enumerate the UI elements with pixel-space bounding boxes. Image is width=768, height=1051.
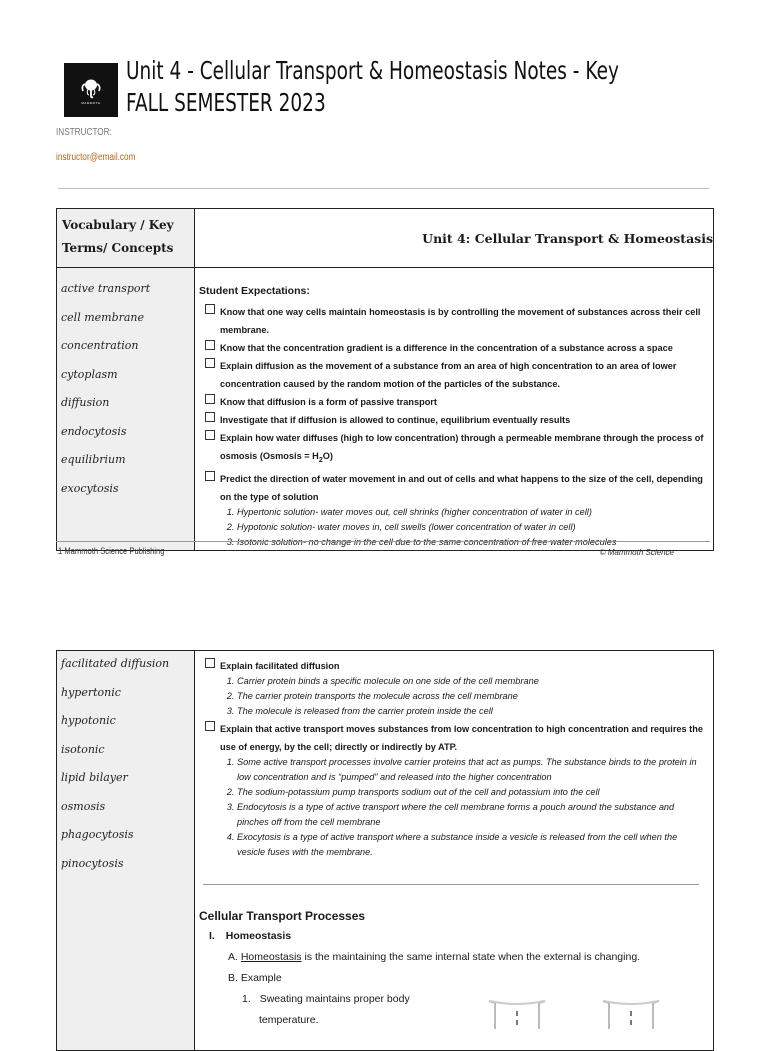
vocab-term: osmosis (61, 799, 106, 813)
active-steps-list (195, 755, 707, 860)
section-title: Cellular Transport Processes (199, 909, 366, 923)
footer-publisher: 1 Mammoth Science Publishing (58, 546, 165, 557)
checkbox[interactable] (205, 430, 215, 440)
instructor-label: INSTRUCTOR: (56, 127, 112, 138)
step-item: 1. Some active transport processes involve carrier proteins that act as pumps. The substance binds to the protein in low concentration and is “pumped” and released into the higher concentration (237, 755, 707, 785)
vocab-list (57, 282, 194, 510)
vocab-term: concentration (61, 339, 139, 352)
vocab-term: active transport (61, 282, 151, 295)
expectation-item: Explain facilitated diffusion (195, 656, 707, 674)
vocab-column (57, 651, 195, 1051)
vocab-term: facilitated diffusion (61, 657, 170, 670)
expectation-item: Know that the concentration gradient is a difference in the concentration of a substance across a space (195, 338, 707, 356)
footer-copyright: © Mammoth Science (599, 548, 674, 557)
solution-types-list (195, 505, 707, 550)
expectation-item: Predict the direction of water movement in and out of cells and what happens to the size of the cell, depending on the type of solution (195, 469, 707, 505)
checkbox[interactable] (205, 412, 215, 422)
homeostasis-term: Homeostasis (240, 951, 302, 963)
expectation-item: Investigate that if diffusion is allowed to continue, equilibrium eventually results (195, 410, 707, 428)
vocab-header-line2: Terms/ Concepts (62, 241, 174, 255)
vocab-column (57, 268, 195, 551)
step-item: 3. The molecule is released from the carrier protein inside the cell (237, 704, 707, 719)
step-item: 4. Exocytosis is a type of active transport where a substance inside a vesicle is released from the cell when the vesicle fuses with the membrane. (237, 830, 707, 860)
step-item: 3. Endocytosis is a type of active transport where the cell membrane forms a pouch around the substance and pinches off from the cell membrane (237, 800, 707, 830)
checkbox[interactable] (205, 721, 215, 731)
vocab-term: isotonic (61, 742, 105, 756)
logo-text: MAMMOTH (81, 100, 101, 105)
checkbox[interactable] (205, 358, 215, 368)
beaker-icon (487, 999, 547, 1029)
vocab-table-2 (56, 650, 714, 1051)
subscript-2: 2 (318, 456, 323, 464)
vocab-header-line1: Vocabulary / Key (62, 218, 174, 232)
outline-1-continued: temperature. (259, 1014, 319, 1026)
footer-divider (56, 541, 710, 542)
step-item: 1. Carrier protein binds a specific molecule on one side of the cell membrane (237, 674, 707, 689)
vocab-table-1 (56, 208, 714, 551)
vocab-term: hypotonic (61, 714, 116, 727)
expectation-item: Explain that active transport moves substances from low concentration to high concentration and requires the use of energy, by the cell; directly or indirectly by ATP. (195, 719, 707, 755)
vocab-term: equilibrium (61, 453, 126, 466)
mammoth-logo (64, 63, 118, 117)
checkbox[interactable] (205, 471, 215, 481)
outline-roman: I. Homeostasis (209, 930, 292, 942)
expectations-title: Student Expectations: (199, 285, 310, 297)
page-title: Unit 4 - Cellular Transport & Homeostasis Notes - Key (126, 56, 619, 85)
expectation-item: Know that one way cells maintain homeostasis is by controlling the movement of substances across their cell membrane. (195, 302, 707, 338)
step-item: 2. The sodium-potassium pump transports sodium out of the cell and potassium into the cell (237, 785, 707, 800)
section-divider (203, 884, 699, 885)
expectation-item: Explain how water diffuses (high to low concentration) through a permeable membrane through the process of osmosis (Osmosis = $H_2O$) (195, 428, 707, 469)
semester-subtitle: FALL SEMESTER 2023 (126, 88, 326, 117)
outline-b: B. Example (228, 972, 282, 984)
vocab-list (57, 657, 194, 885)
outline-a: A. Homeostasis is the maintaining the same internal state when the external is changing. (228, 951, 641, 963)
expectation-item: Explain diffusion as the movement of a substance from an area of high concentration to an area of lower concentration caused by the random motion of the particles of the substance. (195, 356, 707, 392)
unit-header: Unit 4: Cellular Transport & Homeostasis (195, 209, 714, 268)
outline-1: 1. Sweating maintains proper body (242, 993, 410, 1005)
expectations-cell (195, 268, 714, 551)
expectation-item: Know that diffusion is a form of passive transport (195, 392, 707, 410)
vocab-term: exocytosis (61, 481, 119, 495)
vocab-term: diffusion (61, 396, 110, 409)
step-item: 2. The carrier protein transports the molecule across the cell membrane (237, 689, 707, 704)
vocab-header-cell (57, 209, 195, 268)
beaker-icon (601, 999, 661, 1029)
checkbox[interactable] (205, 658, 215, 668)
instructor-email-link[interactable]: instructor@email.com (56, 152, 136, 163)
checkbox[interactable] (205, 304, 215, 314)
vocab-term: hypertonic (61, 685, 121, 699)
solution-item: 1. Hypertonic solution- water moves out, cell shrinks (higher concentration of water in cell) (237, 505, 707, 520)
mammoth-icon (79, 76, 103, 100)
checkbox[interactable] (205, 394, 215, 404)
vocab-term: lipid bilayer (61, 771, 128, 784)
facilitated-steps-list (195, 674, 707, 719)
header-divider (58, 188, 709, 189)
solution-item: 2. Hypotonic solution- water moves in, cell swells (lower concentration of water in cell) (237, 520, 707, 535)
vocab-term: phagocytosis (61, 828, 134, 841)
vocab-term: pinocytosis (61, 856, 124, 870)
vocab-term: endocytosis (61, 424, 127, 438)
vocab-term: cell membrane (61, 310, 145, 324)
content-cell (195, 651, 714, 1051)
vocab-term: cytoplasm (61, 367, 118, 381)
checkbox[interactable] (205, 340, 215, 350)
